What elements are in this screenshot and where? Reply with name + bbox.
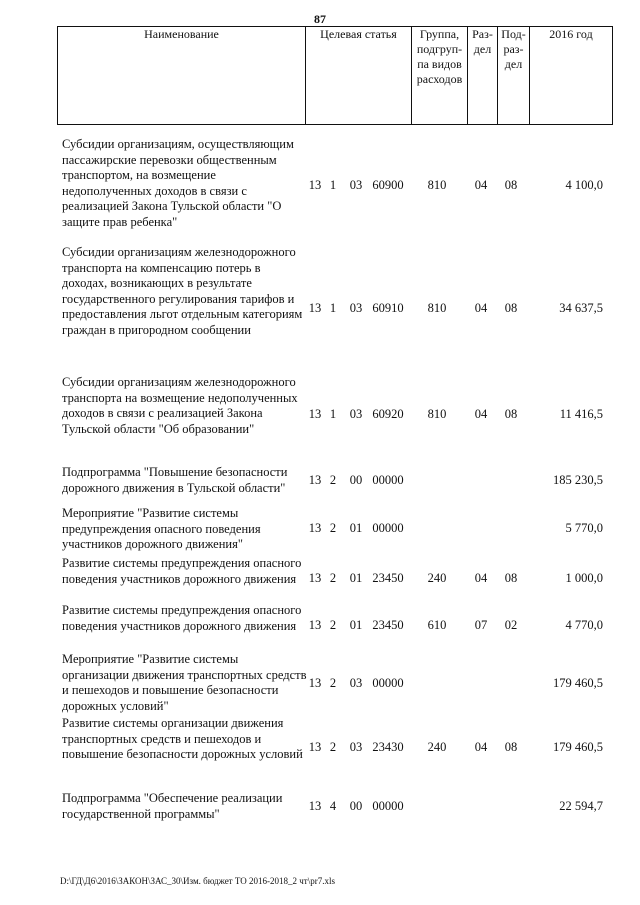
header-group-line: па видов xyxy=(417,57,462,71)
section-code: 04 xyxy=(474,178,488,192)
group-code: 810 xyxy=(427,178,447,192)
code-part-2: 1 xyxy=(329,301,337,315)
amount: 4 770,0 xyxy=(565,618,603,632)
code-part-3: 00 xyxy=(349,799,363,813)
code-part-2: 2 xyxy=(329,571,337,585)
table-row xyxy=(57,137,609,234)
amount: 1 000,0 xyxy=(565,571,603,585)
code-part-3: 03 xyxy=(349,301,363,315)
code-part-4: 23450 xyxy=(372,618,404,632)
group-code: 810 xyxy=(427,407,447,421)
table-row xyxy=(57,652,609,716)
table-header xyxy=(57,26,613,125)
code-part-4: 60920 xyxy=(372,407,404,421)
code-part-1: 13 xyxy=(308,740,322,754)
subsection-code: 08 xyxy=(504,571,518,585)
code-part-3: 03 xyxy=(349,676,363,690)
code-part-3: 01 xyxy=(349,521,363,535)
header-subsection-line: дел xyxy=(504,57,523,71)
header-subsection xyxy=(498,27,530,125)
code-part-2: 4 xyxy=(329,799,337,813)
amount: 5 770,0 xyxy=(565,521,603,535)
group-code: 240 xyxy=(427,571,447,585)
header-section-line: Раз- xyxy=(472,27,493,41)
code-part-1: 13 xyxy=(308,571,322,585)
code-part-1: 13 xyxy=(308,799,322,813)
code-part-2: 2 xyxy=(329,473,337,487)
header-section xyxy=(468,27,498,125)
code-part-4: 23430 xyxy=(372,740,404,754)
code-part-1: 13 xyxy=(308,521,322,535)
row-name: Подпрограмма "Повышение безопасности дорожного движения в Тульской области" xyxy=(62,465,288,495)
code-part-3: 01 xyxy=(349,571,363,585)
code-part-3: 03 xyxy=(349,178,363,192)
row-name: Развитие системы предупреждения опасного поведения участников дорожного движения xyxy=(62,556,302,586)
code-part-4: 00000 xyxy=(372,676,404,690)
table-row xyxy=(57,465,609,500)
subsection-code: 08 xyxy=(504,301,518,315)
code-part-2: 1 xyxy=(329,178,337,192)
header-group xyxy=(412,27,468,125)
code-part-2: 2 xyxy=(329,740,337,754)
code-part-1: 13 xyxy=(308,301,322,315)
section-code: 07 xyxy=(474,618,488,632)
amount: 179 460,5 xyxy=(553,676,603,690)
header-subsection-line: раз- xyxy=(503,42,524,56)
amount: 4 100,0 xyxy=(565,178,603,192)
code-part-3: 03 xyxy=(349,740,363,754)
header-group-line: расходов xyxy=(416,72,463,86)
file-path-footer: D:\ГД\Д6\2016\ЗАКОН\ЗАС_30\Изм. бюджет ТО 2016-2018_2 чт\pr7.xls xyxy=(60,876,335,886)
row-name: Мероприятие "Развитие системы организации движения транспортных средств и пешеходов и повышение безопасности дорожных условий" xyxy=(62,652,307,713)
section-code: 04 xyxy=(474,571,488,585)
table-row xyxy=(57,375,609,455)
section-code: 04 xyxy=(474,301,488,315)
amount: 11 416,5 xyxy=(559,407,603,421)
header-year: 2016 год xyxy=(530,27,613,125)
code-part-1: 13 xyxy=(308,407,322,421)
group-code: 810 xyxy=(427,301,447,315)
amount: 34 637,5 xyxy=(559,301,603,315)
table-row xyxy=(57,245,609,370)
row-name: Субсидии организациям, осуществляющим пассажирские перевозки общественным транспортом, на возмещение недополученных доходов в связи с реализацией Закона Тульской области "О защите прав ребенка" xyxy=(62,137,294,229)
row-name: Субсидии организациям железнодорожного транспорта на компенсацию потерь в доходах, возникающих в результате государственного регулирования тарифов и предоставления льгот отдельным категориям граждан в пригородном сообщении xyxy=(62,245,303,337)
subsection-code: 08 xyxy=(504,178,518,192)
table-row xyxy=(57,603,609,651)
code-part-1: 13 xyxy=(308,178,322,192)
code-part-1: 13 xyxy=(308,473,322,487)
code-part-4: 23450 xyxy=(372,571,404,585)
code-part-3: 01 xyxy=(349,618,363,632)
subsection-code: 02 xyxy=(504,618,518,632)
code-part-2: 2 xyxy=(329,521,337,535)
amount: 179 460,5 xyxy=(553,740,603,754)
page-number: 87 xyxy=(314,12,326,26)
header-subsection-line: Под- xyxy=(501,27,526,41)
table-row xyxy=(57,791,609,826)
amount: 185 230,5 xyxy=(553,473,603,487)
table-row xyxy=(57,716,609,780)
group-code: 240 xyxy=(427,740,447,754)
code-part-4: 60900 xyxy=(372,178,404,192)
code-part-3: 03 xyxy=(349,407,363,421)
table-row xyxy=(57,556,609,603)
code-part-4: 00000 xyxy=(372,799,404,813)
header-section-line: дел xyxy=(473,42,492,56)
code-part-1: 13 xyxy=(308,676,322,690)
code-part-4: 00000 xyxy=(372,473,404,487)
code-part-2: 2 xyxy=(329,618,337,632)
header-name: Наименование xyxy=(58,27,306,125)
subsection-code: 08 xyxy=(504,740,518,754)
header-group-line: подгруп- xyxy=(416,42,463,56)
header-target: Целевая статья xyxy=(306,27,412,125)
row-name: Субсидии организациям железнодорожного транспорта на возмещение недополученных доходов в связи с реализацией Закона Тульской области "Об образовании" xyxy=(62,375,298,436)
row-name: Развитие системы предупреждения опасного поведения участников дорожного движения xyxy=(62,603,302,633)
amount: 22 594,7 xyxy=(559,799,603,813)
header-group-line: Группа, xyxy=(419,27,460,41)
row-name: Развитие системы организации движения транспортных средств и пешеходов и повышение безопасности дорожных условий xyxy=(62,716,303,761)
code-part-4: 60910 xyxy=(372,301,404,315)
code-part-2: 2 xyxy=(329,676,337,690)
section-code: 04 xyxy=(474,407,488,421)
code-part-4: 00000 xyxy=(372,521,404,535)
section-code: 04 xyxy=(474,740,488,754)
subsection-code: 08 xyxy=(504,407,518,421)
code-part-3: 00 xyxy=(349,473,363,487)
table-row xyxy=(57,506,609,556)
code-part-2: 1 xyxy=(329,407,337,421)
code-part-1: 13 xyxy=(308,618,322,632)
group-code: 610 xyxy=(427,618,447,632)
row-name: Мероприятие "Развитие системы предупреждения опасного поведения участников дорожного движения" xyxy=(62,506,261,551)
row-name: Подпрограмма "Обеспечение реализации государственной программы" xyxy=(62,791,283,821)
